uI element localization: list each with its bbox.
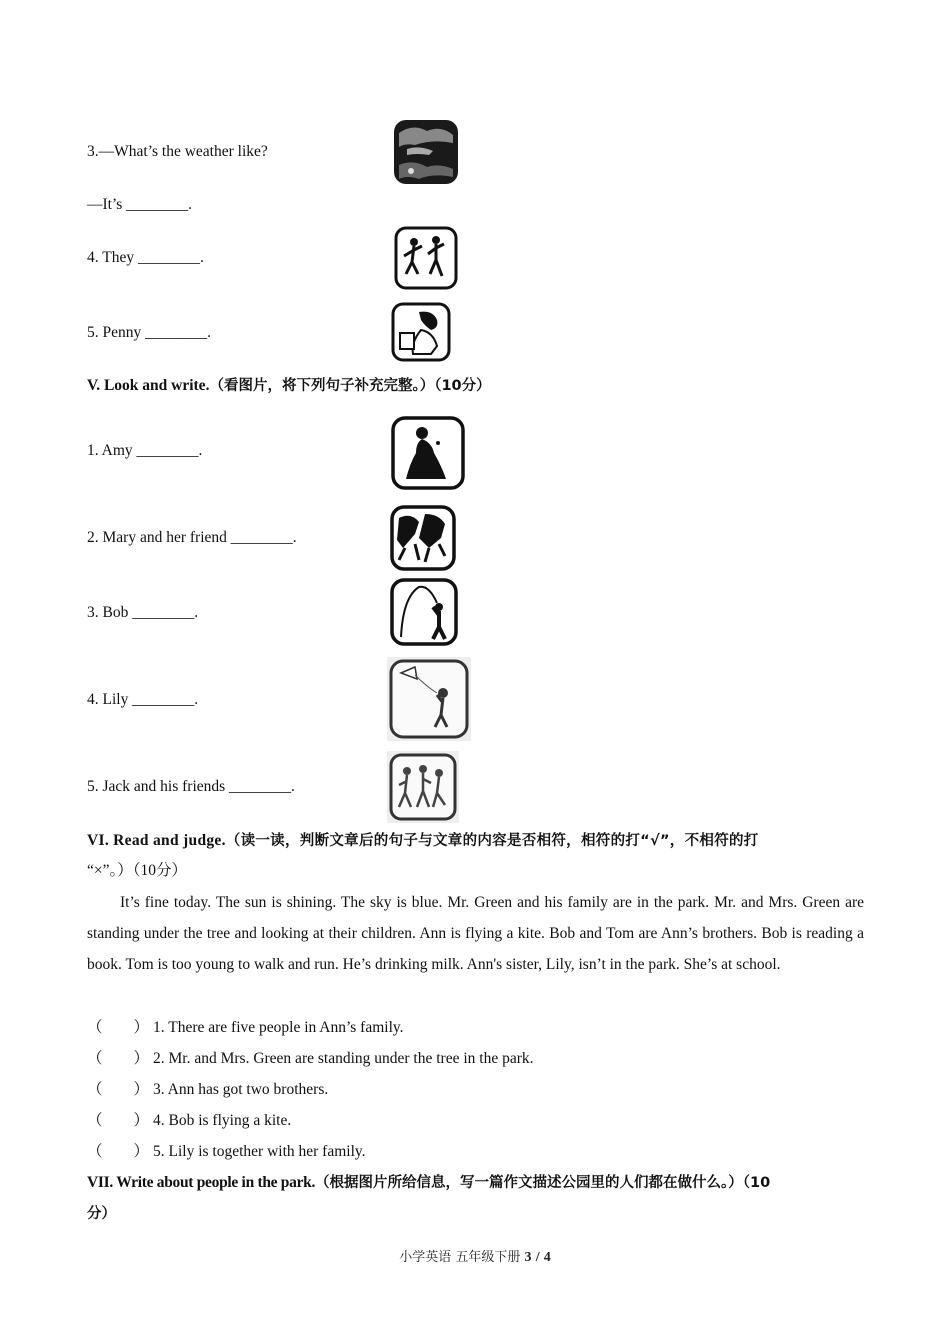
- answer-paren[interactable]: （ ）: [87, 1019, 150, 1036]
- boy-fishing-picture: [389, 577, 459, 647]
- question-5-2: 2. Mary and her friend ________.: [87, 529, 297, 546]
- answer-paren[interactable]: （ ）: [87, 1081, 150, 1098]
- girl-flying-kite-picture: [387, 657, 471, 741]
- section-7-heading: [87, 1173, 770, 1193]
- question-4-5: 5. Penny ________.: [87, 324, 211, 341]
- question-5-1: 1. Amy ________.: [87, 442, 203, 459]
- girls-dancing-picture: [389, 504, 457, 572]
- question-5-3: 3. Bob ________.: [87, 604, 199, 621]
- footer-label: 小学英语 五年级下册: [399, 1250, 521, 1265]
- judge-statement: [87, 1049, 534, 1069]
- statement-text: 5. Lily is together with her family.: [153, 1143, 366, 1160]
- statement-text: 1. There are five people in Ann’s family.: [153, 1019, 404, 1036]
- judge-statement: [87, 1080, 328, 1100]
- judge-statement: [87, 1018, 404, 1038]
- girl-reading-picture: [391, 302, 451, 362]
- judge-statement: [87, 1142, 366, 1162]
- question-4-4: 4. They ________.: [87, 249, 204, 266]
- section-5-title: V. Look and write.: [87, 377, 210, 394]
- question-5-4: 4. Lily ________.: [87, 691, 199, 708]
- answer-4-3: —It’s ________.: [87, 196, 193, 213]
- answer-paren[interactable]: （ ）: [87, 1050, 150, 1067]
- section-6-heading: [87, 831, 759, 851]
- girl-singing-picture: [388, 413, 467, 492]
- statement-text: 2. Mr. and Mrs. Green are standing under the tree in the park.: [153, 1050, 534, 1067]
- question-4-3: 3.—What’s the weather like?: [87, 143, 268, 160]
- section-6-title: VI. Read and judge.: [87, 832, 226, 849]
- question-5-5: 5. Jack and his friends ________.: [87, 778, 295, 795]
- dancing-children-picture: [394, 226, 458, 290]
- page-footer: [0, 1246, 950, 1266]
- rainy-weather-picture: [393, 119, 459, 185]
- answer-paren[interactable]: （ ）: [87, 1112, 150, 1129]
- reading-passage: It’s fine today. The sun is shining. The sky is blue. Mr. Green and his family are in the park. Mr. and Mrs. Green are standing under the tree and looking at their children. Ann is flying a kite. Bob and Tom are Ann’s brothers. Bob is reading a book. Tom is too young to walk and run. He’s drinking milk. Ann's sister, Lily, isn’t in the park. She’s at school.: [87, 894, 864, 973]
- statement-text: 3. Ann has got two brothers.: [153, 1081, 329, 1098]
- page-total: 4: [543, 1250, 551, 1265]
- page-number: 3: [524, 1250, 532, 1265]
- section-6-title-cn-1: （读一读，判断文章后的句子与文章的内容是否相符，相符的打“√”，不相符的打: [225, 833, 759, 849]
- children-playing-picture: [387, 751, 459, 823]
- page-separator: /: [535, 1250, 540, 1265]
- section-7-title: VII. Write about people in the park.: [87, 1174, 316, 1191]
- section-6-title-cn-2: “×”。）（10分）: [87, 862, 188, 879]
- section-5-heading: [87, 376, 491, 396]
- section-7-title-cn-2: 分）: [87, 1206, 116, 1222]
- answer-paren[interactable]: （ ）: [87, 1143, 150, 1160]
- section-7-title-cn-1: （根据图片所给信息，写一篇作文描述公园里的人们都在做什么。）（10: [315, 1175, 771, 1191]
- statement-text: 4. Bob is flying a kite.: [153, 1112, 292, 1129]
- judge-statement: [87, 1111, 291, 1131]
- section-5-title-cn: （看图片，将下列句子补充完整。）（10分）: [209, 378, 491, 394]
